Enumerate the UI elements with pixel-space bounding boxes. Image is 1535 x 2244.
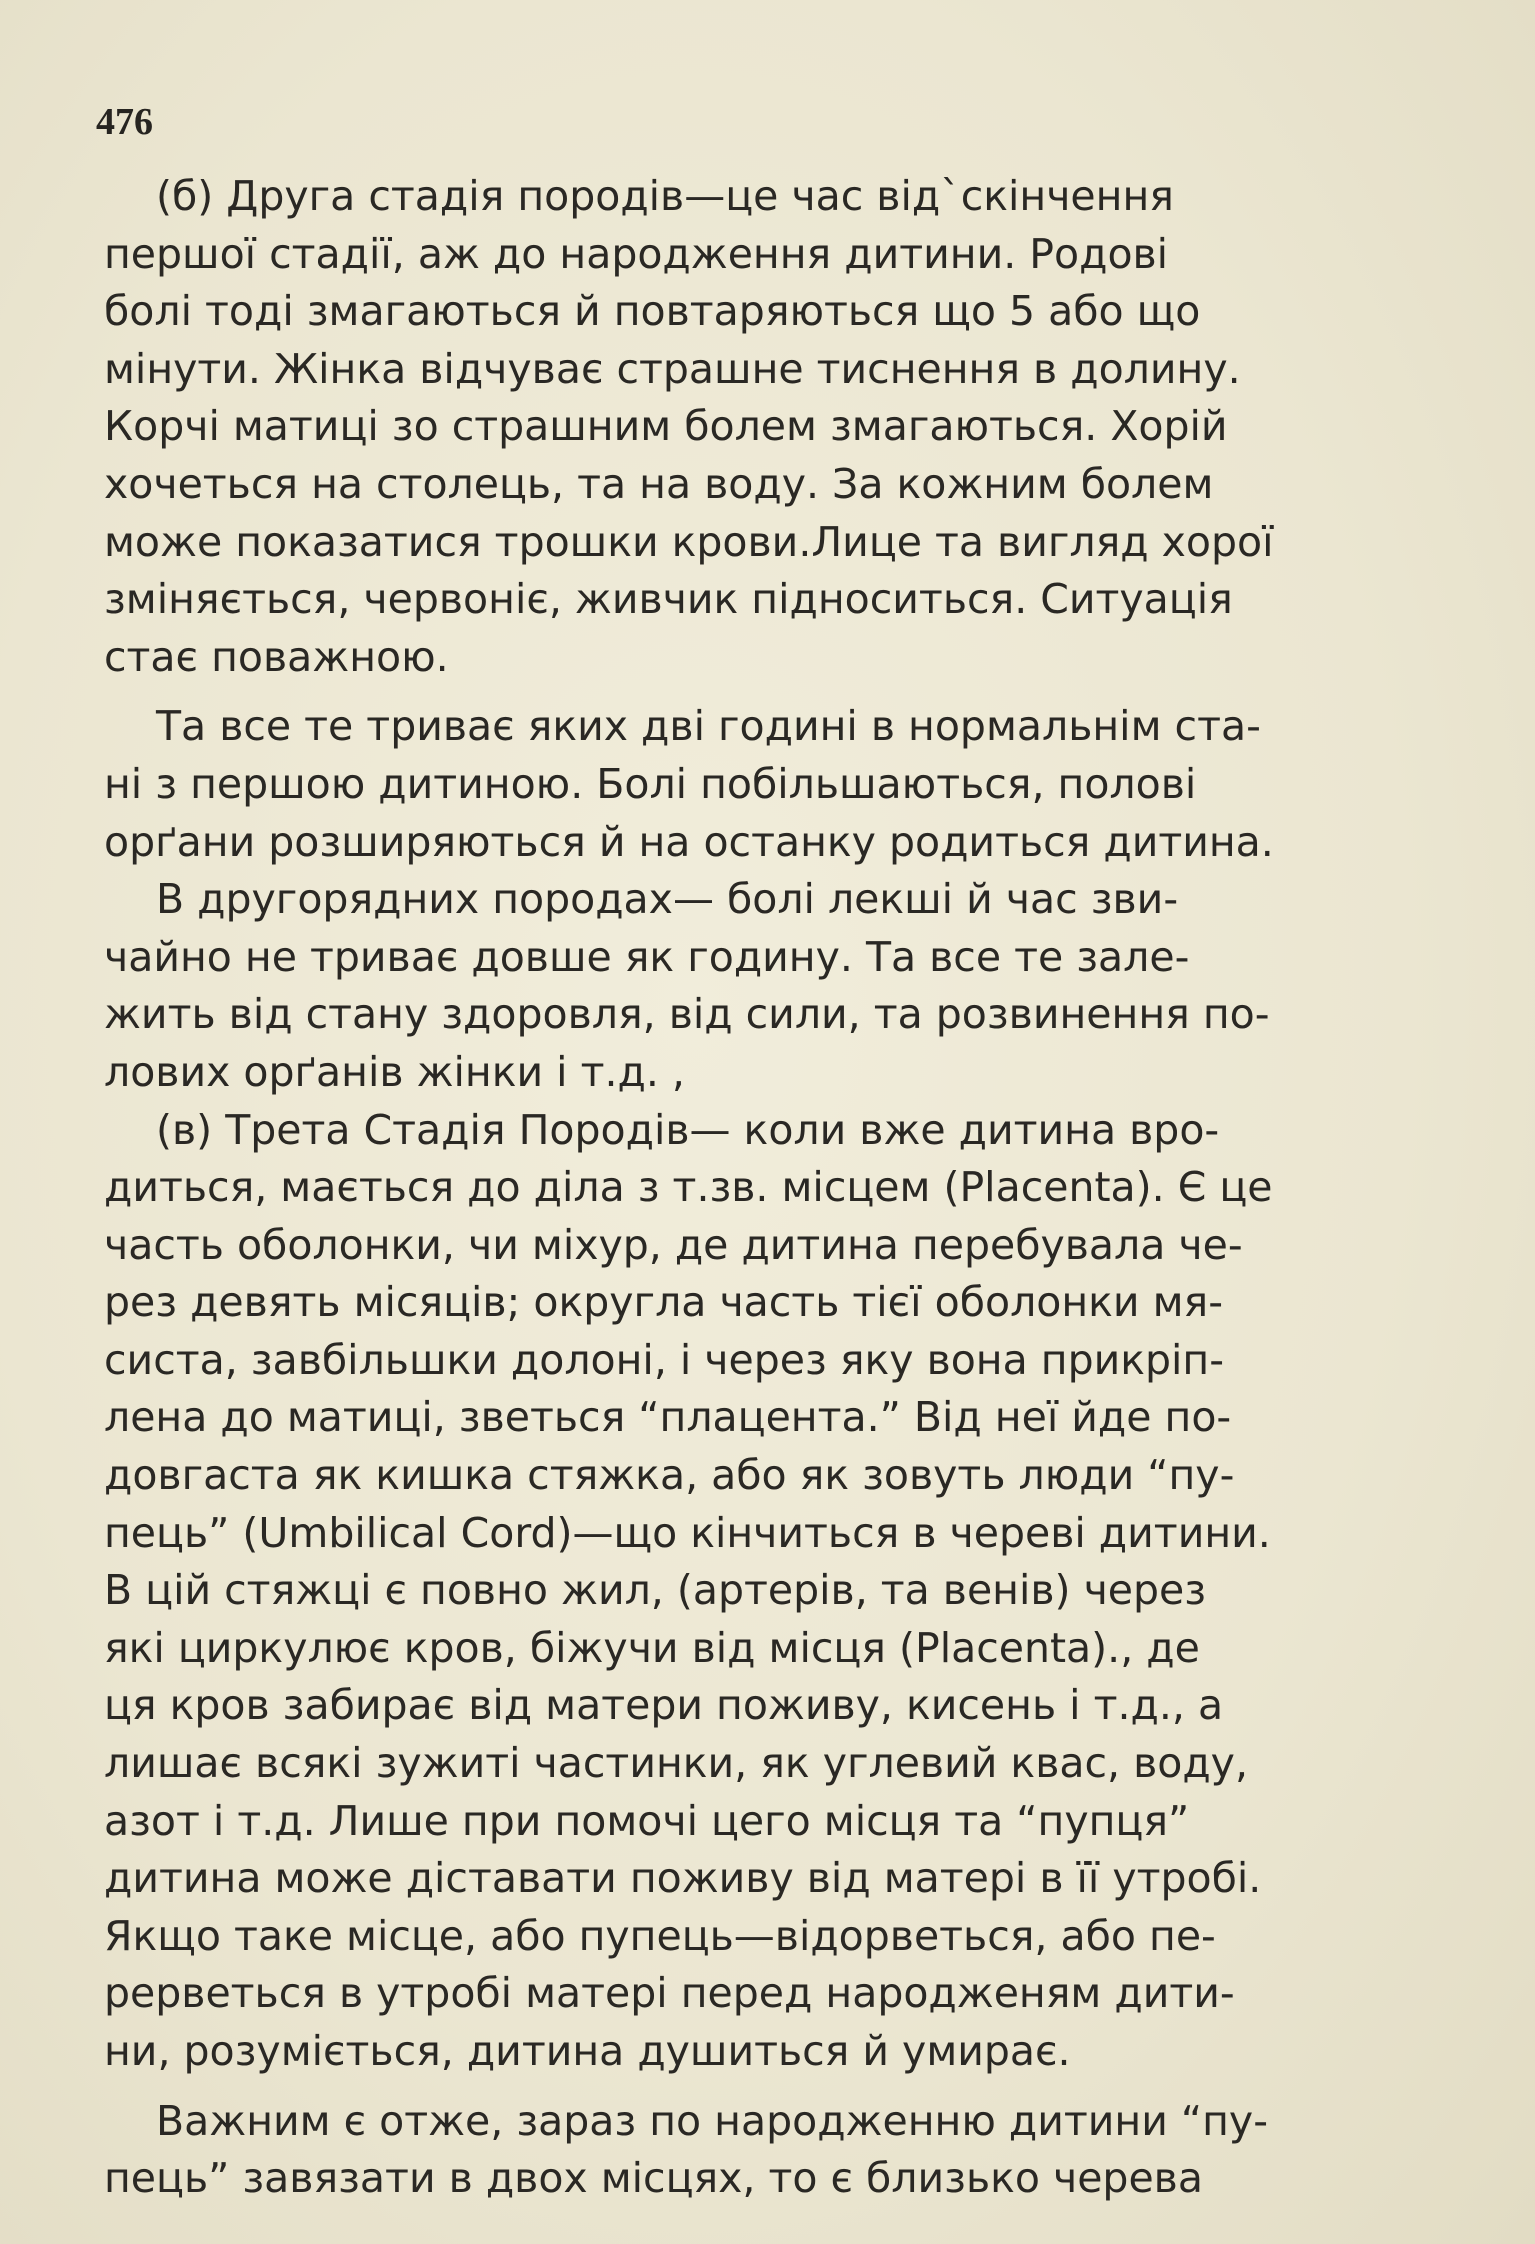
text-line: дитина може діставати поживу від матері в її утробі. (104, 1854, 1262, 1903)
text-line: стає поважною. (104, 632, 449, 681)
paragraph-subsequent-births (104, 871, 1382, 1101)
text-line: диться, мається до діла з т.зв. місцем (Placenta). Є це (104, 1163, 1273, 1212)
text-line: ні з першою дитиною. Болі побільшаються, полові (104, 759, 1197, 808)
text-line: хочеться на столець, та на воду. За кожним болем (104, 459, 1214, 508)
text-line: першої стадії, аж до народження дитини. Родові (104, 229, 1169, 278)
text-line: ця кров забирає від матери поживу, кисень і т.д., а (104, 1681, 1224, 1730)
text-line: чайно не триває довше як годину. Та все те зале- (104, 932, 1190, 981)
text-line: лових орґанів жінки і т.д. , (104, 1047, 685, 1096)
text-line: азот і т.д. Лише при помочі цего місця та “пупця” (104, 1796, 1190, 1845)
paragraph-second-stage (104, 168, 1382, 686)
text-line: довгаста як кишка стяжка, або як зовуть люди “пу- (104, 1451, 1235, 1500)
paragraph-duration (104, 698, 1382, 871)
text-line: В цій стяжці є повно жил, (артерів, та венів) через (104, 1566, 1207, 1615)
text-line: болі тоді змагаються й повтаряються що 5 або що (104, 287, 1201, 336)
text-line: ни, розуміється, дитина душиться й умирає. (104, 2027, 1071, 2075)
text-line: В другорядних породах— болі лекші й час зви- (156, 875, 1179, 924)
text-line: рерветься в утробі матері перед народженям дити- (104, 1969, 1235, 2018)
text-line: зміняється, червоніє, живчик підноситься. Ситуація (104, 575, 1233, 624)
text-line: (б) Друга стадія породів—це час від`скінчення (156, 172, 1174, 220)
paragraph-umbilical-tying (104, 2093, 1382, 2208)
text-line: може показатися трошки крови.Лице та вигляд хорої (104, 517, 1274, 566)
text-line: Важним є отже, зараз по народженню дитини “пу- (156, 2096, 1268, 2145)
text-line: рез девять місяців; округла часть тієї оболонки мя- (104, 1278, 1223, 1327)
text-line: лена до матиці, зветься “плацента.” Від неї йде по- (104, 1393, 1232, 1442)
text-line: орґани розширяються й на останку родиться дитина. (104, 817, 1274, 866)
text-line: мінути. Жінка відчуває страшне тиснення в долину. (104, 344, 1241, 393)
text-line: які циркулює кров, біжучи від місця (Placenta)., де (104, 1623, 1200, 1672)
text-line: Якщо таке місце, або пупець—відорветься, або пе- (104, 1911, 1216, 1960)
text-line: Та все те триває яких дві годині в нормальнім ста- (156, 702, 1261, 751)
text-line: Корчі матиці зо страшним болем змагаються. Хорій (104, 402, 1228, 451)
text-line: (в) Трета Стадія Породів— коли вже дитина вро- (156, 1105, 1220, 1154)
text-line: лишає всякі зужиті частинки, як углевий квас, воду, (104, 1739, 1248, 1788)
paragraph-third-stage (104, 1102, 1382, 2081)
page-number: 476 (96, 101, 153, 143)
body-text (104, 168, 1382, 2208)
text-line: часть оболонки, чи міхур, де дитина перебувала че- (104, 1220, 1243, 1269)
text-line: жить від стану здоровля, від сили, та розвинення по- (104, 990, 1270, 1039)
text-line: пець” (Umbilical Cord)—що кінчиться в череві дитини. (104, 1508, 1271, 1557)
text-line: систа, завбільшки долоні, і через яку вона прикріп- (104, 1335, 1225, 1384)
text-line: пець” завязати в двох місцях, то є близько черева (104, 2154, 1203, 2203)
